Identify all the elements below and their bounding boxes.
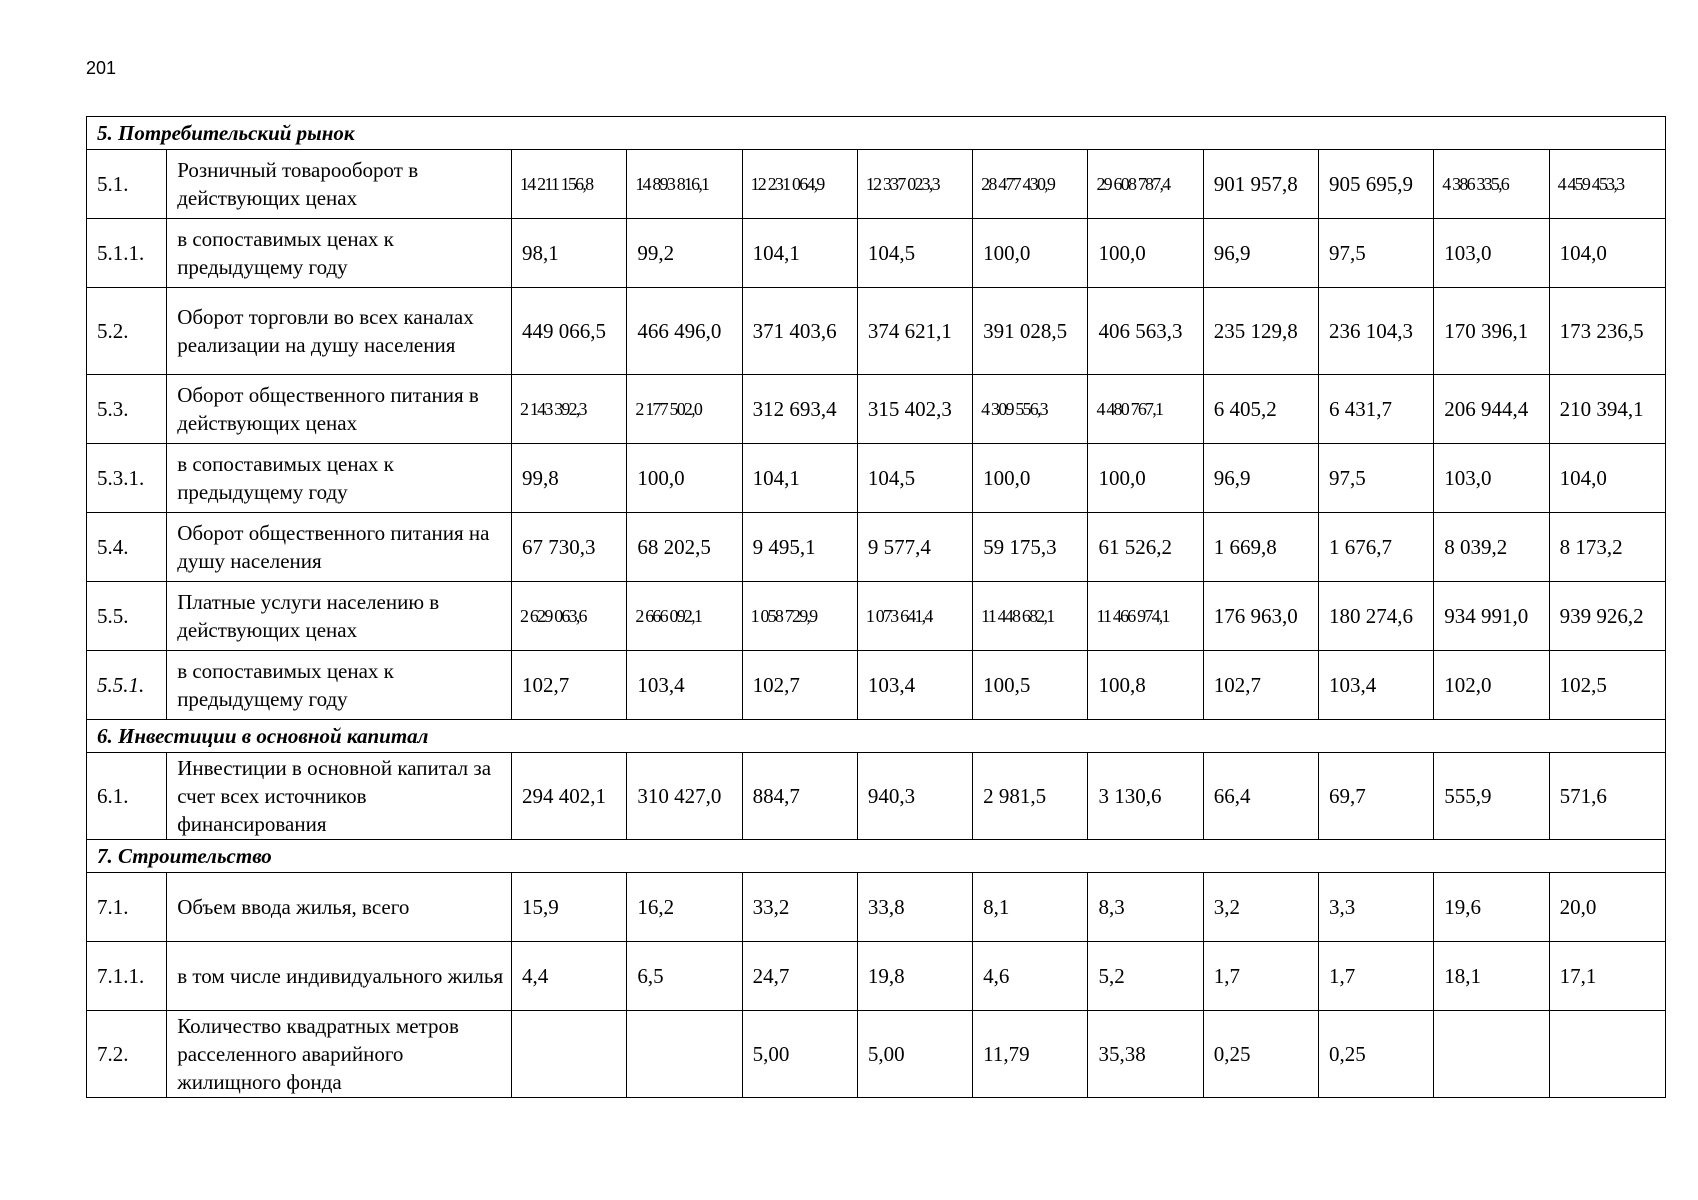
value-cell: 5,00 xyxy=(742,1011,857,1098)
value-cell: 8 039,2 xyxy=(1434,513,1549,582)
value-cell: 68 202,5 xyxy=(627,513,742,582)
value-cell: 100,8 xyxy=(1088,651,1203,720)
value-cell: 1,7 xyxy=(1319,942,1434,1011)
value-cell: 100,0 xyxy=(627,444,742,513)
value-cell: 3,2 xyxy=(1203,873,1318,942)
value-cell: 206 944,4 xyxy=(1434,375,1549,444)
value-cell: 103,0 xyxy=(1434,219,1549,288)
value-cell: 24,7 xyxy=(742,942,857,1011)
value-cell: 371 403,6 xyxy=(742,288,857,375)
value-cell: 235 129,8 xyxy=(1203,288,1318,375)
value-cell: 102,7 xyxy=(742,651,857,720)
value-cell: 939 926,2 xyxy=(1549,582,1665,651)
row-name: Платные услуги населению в действующих ценах xyxy=(167,582,512,651)
value-cell: 5,00 xyxy=(857,1011,972,1098)
value-cell: 100,0 xyxy=(1088,444,1203,513)
value-cell: 102,0 xyxy=(1434,651,1549,720)
value-cell xyxy=(1549,1011,1665,1098)
value-cell: 69,7 xyxy=(1319,753,1434,840)
value-cell: 2 981,5 xyxy=(973,753,1088,840)
row-code: 7.1. xyxy=(87,873,167,942)
value-cell: 96,9 xyxy=(1203,444,1318,513)
value-cell: 104,5 xyxy=(857,444,972,513)
value-cell: 104,0 xyxy=(1549,444,1665,513)
value-cell: 100,0 xyxy=(1088,219,1203,288)
value-cell: 97,5 xyxy=(1319,444,1434,513)
value-cell: 18,1 xyxy=(1434,942,1549,1011)
value-cell: 406 563,3 xyxy=(1088,288,1203,375)
value-cell: 180 274,6 xyxy=(1319,582,1434,651)
value-cell: 103,4 xyxy=(1319,651,1434,720)
value-cell: 20,0 xyxy=(1549,873,1665,942)
row-code: 5.4. xyxy=(87,513,167,582)
row-code: 5.2. xyxy=(87,288,167,375)
row-name: Розничный товарооборот в действующих ценах xyxy=(167,150,512,219)
value-cell: 5,2 xyxy=(1088,942,1203,1011)
value-cell: 2 143 392,3 xyxy=(512,375,627,444)
value-cell: 1,7 xyxy=(1203,942,1318,1011)
value-cell: 310 427,0 xyxy=(627,753,742,840)
value-cell: 173 236,5 xyxy=(1549,288,1665,375)
value-cell: 67 730,3 xyxy=(512,513,627,582)
value-cell: 100,0 xyxy=(973,219,1088,288)
value-cell: 103,0 xyxy=(1434,444,1549,513)
value-cell: 33,8 xyxy=(857,873,972,942)
table-row xyxy=(87,753,1666,840)
value-cell: 29 608 787,4 xyxy=(1088,150,1203,219)
row-name: Оборот общественного питания на душу населения xyxy=(167,513,512,582)
value-cell: 99,2 xyxy=(627,219,742,288)
value-cell: 905 695,9 xyxy=(1319,150,1434,219)
value-cell: 3,3 xyxy=(1319,873,1434,942)
value-cell: 555,9 xyxy=(1434,753,1549,840)
value-cell: 100,0 xyxy=(973,444,1088,513)
row-code: 5.5.1. xyxy=(87,651,167,720)
value-cell xyxy=(627,1011,742,1098)
value-cell: 12 337 023,3 xyxy=(857,150,972,219)
value-cell: 104,0 xyxy=(1549,219,1665,288)
value-cell: 4 480 767,1 xyxy=(1088,375,1203,444)
row-name: Количество квадратных метров расселенного аварийного жилищного фонда xyxy=(167,1011,512,1098)
value-cell: 4,6 xyxy=(973,942,1088,1011)
value-cell: 571,6 xyxy=(1549,753,1665,840)
row-name: в том числе индивидуального жилья xyxy=(167,942,512,1011)
row-name: в сопоставимых ценах к предыдущему году xyxy=(167,444,512,513)
value-cell: 0,25 xyxy=(1203,1011,1318,1098)
value-cell: 901 957,8 xyxy=(1203,150,1318,219)
value-cell: 99,8 xyxy=(512,444,627,513)
table-row xyxy=(87,942,1666,1011)
value-cell: 11 466 974,1 xyxy=(1088,582,1203,651)
value-cell: 4 459 453,3 xyxy=(1549,150,1665,219)
value-cell: 102,7 xyxy=(512,651,627,720)
row-code: 5.3.1. xyxy=(87,444,167,513)
value-cell: 176 963,0 xyxy=(1203,582,1318,651)
value-cell: 11,79 xyxy=(973,1011,1088,1098)
value-cell: 449 066,5 xyxy=(512,288,627,375)
value-cell: 104,1 xyxy=(742,444,857,513)
value-cell: 8 173,2 xyxy=(1549,513,1665,582)
value-cell: 103,4 xyxy=(857,651,972,720)
value-cell: 312 693,4 xyxy=(742,375,857,444)
value-cell: 97,5 xyxy=(1319,219,1434,288)
table-row xyxy=(87,873,1666,942)
value-cell: 100,5 xyxy=(973,651,1088,720)
row-name: в сопоставимых ценах к предыдущему году xyxy=(167,651,512,720)
value-cell xyxy=(1434,1011,1549,1098)
value-cell: 6 405,2 xyxy=(1203,375,1318,444)
section-title: 5. Потребительский рынок xyxy=(87,117,1666,150)
section-header-row xyxy=(87,720,1666,753)
value-cell: 1 058 729,9 xyxy=(742,582,857,651)
value-cell: 9 495,1 xyxy=(742,513,857,582)
row-code: 5.1. xyxy=(87,150,167,219)
value-cell: 14 893 816,1 xyxy=(627,150,742,219)
value-cell: 35,38 xyxy=(1088,1011,1203,1098)
table-row xyxy=(87,1011,1666,1098)
value-cell: 8,1 xyxy=(973,873,1088,942)
value-cell: 33,2 xyxy=(742,873,857,942)
table-row xyxy=(87,582,1666,651)
table-row xyxy=(87,375,1666,444)
value-cell: 315 402,3 xyxy=(857,375,972,444)
value-cell: 2 666 092,1 xyxy=(627,582,742,651)
section-title: 6. Инвестиции в основной капитал xyxy=(87,720,1666,753)
value-cell: 19,6 xyxy=(1434,873,1549,942)
row-code: 5.1.1. xyxy=(87,219,167,288)
row-code: 7.1.1. xyxy=(87,942,167,1011)
row-code: 6.1. xyxy=(87,753,167,840)
value-cell xyxy=(512,1011,627,1098)
value-cell: 28 477 430,9 xyxy=(973,150,1088,219)
value-cell: 466 496,0 xyxy=(627,288,742,375)
indicators-table xyxy=(86,116,1666,1098)
table-row xyxy=(87,513,1666,582)
row-name: Оборот общественного питания в действующих ценах xyxy=(167,375,512,444)
value-cell: 16,2 xyxy=(627,873,742,942)
value-cell: 17,1 xyxy=(1549,942,1665,1011)
value-cell: 884,7 xyxy=(742,753,857,840)
value-cell: 1 669,8 xyxy=(1203,513,1318,582)
value-cell: 210 394,1 xyxy=(1549,375,1665,444)
value-cell: 4 386 335,6 xyxy=(1434,150,1549,219)
value-cell: 9 577,4 xyxy=(857,513,972,582)
value-cell: 12 231 064,9 xyxy=(742,150,857,219)
table-row xyxy=(87,651,1666,720)
value-cell: 104,1 xyxy=(742,219,857,288)
value-cell: 96,9 xyxy=(1203,219,1318,288)
value-cell: 61 526,2 xyxy=(1088,513,1203,582)
value-cell: 236 104,3 xyxy=(1319,288,1434,375)
section-header-row xyxy=(87,840,1666,873)
row-name: в сопоставимых ценах к предыдущему году xyxy=(167,219,512,288)
value-cell: 3 130,6 xyxy=(1088,753,1203,840)
value-cell: 11 448 682,1 xyxy=(973,582,1088,651)
value-cell: 374 621,1 xyxy=(857,288,972,375)
table-row xyxy=(87,150,1666,219)
value-cell: 6,5 xyxy=(627,942,742,1011)
value-cell: 102,7 xyxy=(1203,651,1318,720)
value-cell: 15,9 xyxy=(512,873,627,942)
row-code: 5.5. xyxy=(87,582,167,651)
value-cell: 66,4 xyxy=(1203,753,1318,840)
value-cell: 103,4 xyxy=(627,651,742,720)
table-row xyxy=(87,219,1666,288)
value-cell: 934 991,0 xyxy=(1434,582,1549,651)
value-cell: 98,1 xyxy=(512,219,627,288)
value-cell: 4,4 xyxy=(512,942,627,1011)
value-cell: 940,3 xyxy=(857,753,972,840)
row-code: 5.3. xyxy=(87,375,167,444)
value-cell: 1 073 641,4 xyxy=(857,582,972,651)
value-cell: 8,3 xyxy=(1088,873,1203,942)
value-cell: 104,5 xyxy=(857,219,972,288)
row-name: Оборот торговли во всех каналах реализации на душу населения xyxy=(167,288,512,375)
row-name: Инвестиции в основной капитал за счет всех источников финансирования xyxy=(167,753,512,840)
value-cell: 1 676,7 xyxy=(1319,513,1434,582)
value-cell: 294 402,1 xyxy=(512,753,627,840)
value-cell: 19,8 xyxy=(857,942,972,1011)
value-cell: 0,25 xyxy=(1319,1011,1434,1098)
value-cell: 59 175,3 xyxy=(973,513,1088,582)
value-cell: 14 211 156,8 xyxy=(512,150,627,219)
value-cell: 102,5 xyxy=(1549,651,1665,720)
row-code: 7.2. xyxy=(87,1011,167,1098)
table-row xyxy=(87,444,1666,513)
row-name: Объем ввода жилья, всего xyxy=(167,873,512,942)
value-cell: 4 309 556,3 xyxy=(973,375,1088,444)
value-cell: 170 396,1 xyxy=(1434,288,1549,375)
value-cell: 2 177 502,0 xyxy=(627,375,742,444)
page-number: 201 xyxy=(86,58,117,78)
value-cell: 2 629 063,6 xyxy=(512,582,627,651)
value-cell: 6 431,7 xyxy=(1319,375,1434,444)
value-cell: 391 028,5 xyxy=(973,288,1088,375)
section-title: 7. Строительство xyxy=(87,840,1666,873)
section-header-row xyxy=(87,117,1666,150)
table-row xyxy=(87,288,1666,375)
